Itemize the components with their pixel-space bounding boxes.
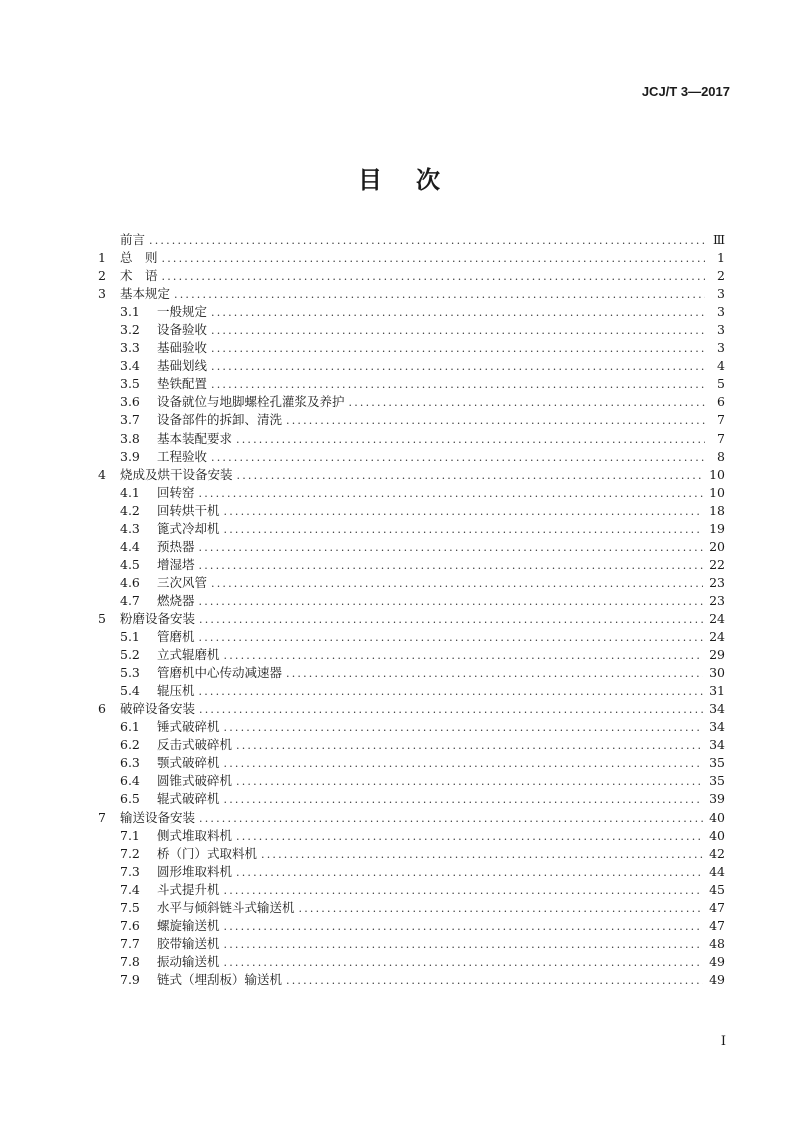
toc-entry-number: 5 xyxy=(98,610,106,626)
toc-entry-page: 7 xyxy=(717,430,725,446)
toc-entry-title: 振动输送机 xyxy=(157,953,220,969)
standard-code: JCJ/T 3—2017 xyxy=(641,84,730,99)
dot-leader xyxy=(211,376,705,394)
dot-leader xyxy=(224,647,704,665)
toc-entry-title: 输送设备安装 xyxy=(120,809,196,825)
toc-entry-number: 3.5 xyxy=(120,376,140,392)
toc-entry[interactable] xyxy=(98,502,725,520)
toc-entry[interactable] xyxy=(98,520,725,538)
toc-entry-page: 3 xyxy=(717,304,725,320)
dot-leader xyxy=(224,954,704,972)
toc-entry-page: 47 xyxy=(709,917,725,933)
toc-entry[interactable] xyxy=(98,863,725,881)
toc-entry-number: 7.9 xyxy=(120,971,140,987)
toc-entry-page: 22 xyxy=(709,556,725,572)
toc-entry-number: 5.2 xyxy=(120,647,140,663)
toc-entry-page: 19 xyxy=(709,520,725,536)
toc-entry-title: 胶带输送机 xyxy=(157,935,220,951)
toc-entry-page: 34 xyxy=(709,719,725,735)
toc-entry-number: 5.3 xyxy=(120,665,140,681)
dot-leader xyxy=(237,467,704,485)
dot-leader xyxy=(224,791,704,809)
toc-entry-number: 1 xyxy=(98,250,106,266)
toc-entry-title: 链式（埋刮板）输送机 xyxy=(157,971,283,987)
toc-entry-page: 24 xyxy=(709,610,725,626)
toc-entry-number: 6.2 xyxy=(120,737,140,753)
toc-entry[interactable] xyxy=(98,664,725,682)
toc-entry-page: 40 xyxy=(709,809,725,825)
dot-leader xyxy=(211,575,703,593)
toc-entry-page: 49 xyxy=(709,971,725,987)
toc-entry[interactable] xyxy=(98,827,725,845)
toc-entry[interactable] xyxy=(98,736,725,754)
toc-entry[interactable] xyxy=(98,953,725,971)
toc-entry-page: Ⅲ xyxy=(712,232,725,247)
toc-entry-title: 术 语 xyxy=(120,268,158,284)
table-of-contents xyxy=(98,231,725,989)
toc-entry-page: 23 xyxy=(709,574,725,590)
toc-entry-number: 4.4 xyxy=(120,538,140,554)
toc-entry-page: 8 xyxy=(717,448,725,464)
toc-entry[interactable] xyxy=(98,249,725,267)
toc-entry-page: 49 xyxy=(709,953,725,969)
toc-entry[interactable] xyxy=(98,790,725,808)
toc-entry-page: 39 xyxy=(709,791,725,807)
toc-entry[interactable] xyxy=(98,592,725,610)
toc-entry[interactable] xyxy=(98,375,725,393)
toc-entry-number: 7.8 xyxy=(120,953,140,969)
dot-leader xyxy=(224,503,704,521)
toc-entry-number: 7.6 xyxy=(120,917,140,933)
toc-entry[interactable] xyxy=(98,881,725,899)
toc-entry-page: 29 xyxy=(709,647,725,663)
toc-entry-number: 4.7 xyxy=(120,592,140,608)
toc-entry-title: 设备就位与地脚螺栓孔灌浆及养护 xyxy=(157,394,345,410)
page-number: I xyxy=(720,1034,726,1049)
toc-entry-number: 2 xyxy=(98,268,106,284)
toc-entry-number: 3.8 xyxy=(120,430,140,446)
toc-entry[interactable] xyxy=(98,267,725,285)
toc-entry[interactable] xyxy=(98,321,725,339)
toc-entry[interactable] xyxy=(98,538,725,556)
toc-entry-number: 7.4 xyxy=(120,881,140,897)
toc-entry[interactable] xyxy=(98,448,725,466)
toc-entry[interactable] xyxy=(98,935,725,953)
toc-entry[interactable] xyxy=(98,682,725,700)
toc-entry-page: 34 xyxy=(709,701,725,717)
toc-entry-title: 增湿塔 xyxy=(157,556,195,572)
toc-entry[interactable] xyxy=(98,430,725,448)
toc-entry-title: 辊式破碎机 xyxy=(157,791,220,807)
dot-leader xyxy=(299,900,704,918)
toc-entry-title: 燃烧器 xyxy=(157,592,195,608)
toc-entry-number: 6.1 xyxy=(120,719,140,735)
toc-entry-title: 垫铁配置 xyxy=(157,376,208,392)
dot-leader xyxy=(149,232,705,250)
dot-leader xyxy=(199,539,704,557)
toc-entry[interactable] xyxy=(98,610,725,628)
dot-leader xyxy=(162,250,705,268)
toc-entry[interactable] xyxy=(98,231,725,249)
toc-entry-number: 7 xyxy=(98,809,106,825)
toc-entry-page: 44 xyxy=(709,863,725,879)
toc-entry-number: 3.1 xyxy=(120,304,140,320)
toc-entry-page: 2 xyxy=(717,268,725,284)
toc-entry[interactable] xyxy=(98,700,725,718)
dot-leader xyxy=(236,431,705,449)
dot-leader xyxy=(236,737,703,755)
toc-entry-title: 反击式破碎机 xyxy=(157,737,233,753)
toc-entry-page: 10 xyxy=(709,466,725,482)
toc-entry[interactable] xyxy=(98,339,725,357)
toc-entry[interactable] xyxy=(98,809,725,827)
dot-leader xyxy=(199,485,704,503)
dot-leader xyxy=(236,864,703,882)
toc-entry[interactable] xyxy=(98,285,725,303)
dot-leader xyxy=(211,340,705,358)
toc-entry-title: 侧式堆取料机 xyxy=(157,827,233,843)
toc-entry-title: 设备验收 xyxy=(157,322,208,338)
toc-entry-page: 42 xyxy=(709,845,725,861)
toc-entry[interactable] xyxy=(98,754,725,772)
toc-entry-title: 前言 xyxy=(120,232,146,247)
toc-entry-page: 24 xyxy=(709,629,725,645)
dot-leader xyxy=(199,810,703,828)
toc-entry-number: 5.4 xyxy=(120,683,140,699)
dot-leader xyxy=(224,918,704,936)
toc-entry-number: 3.9 xyxy=(120,448,140,464)
dot-leader xyxy=(162,268,705,286)
dot-leader xyxy=(199,557,704,575)
dot-leader xyxy=(211,304,705,322)
toc-entry-page: 20 xyxy=(709,538,725,554)
toc-entry-title: 辊压机 xyxy=(157,683,195,699)
toc-entry-page: 18 xyxy=(709,502,725,518)
toc-entry-page: 3 xyxy=(717,286,725,302)
toc-entry[interactable] xyxy=(98,718,725,736)
dot-leader xyxy=(174,286,705,304)
toc-entry-page: 6 xyxy=(717,394,725,410)
toc-entry-number: 4.1 xyxy=(120,484,140,500)
toc-entry-number: 3.3 xyxy=(120,340,140,356)
toc-entry-title: 预热器 xyxy=(157,538,195,554)
toc-entry-title: 圆锥式破碎机 xyxy=(157,773,233,789)
toc-entry-page: 1 xyxy=(717,250,725,266)
toc-entry-number: 3.4 xyxy=(120,358,140,374)
toc-entry-title: 设备部件的拆卸、清洗 xyxy=(157,412,283,428)
dot-leader xyxy=(224,936,704,954)
toc-entry[interactable] xyxy=(98,971,725,989)
toc-entry-title: 螺旋输送机 xyxy=(157,917,220,933)
toc-entry-title: 立式辊磨机 xyxy=(157,647,220,663)
dot-leader xyxy=(224,521,704,539)
toc-entry[interactable] xyxy=(98,411,725,429)
dot-leader xyxy=(286,665,703,683)
toc-entry[interactable] xyxy=(98,303,725,321)
toc-entry[interactable] xyxy=(98,646,725,664)
dot-leader xyxy=(236,773,703,791)
toc-entry-number: 5.1 xyxy=(120,629,140,645)
toc-entry[interactable] xyxy=(98,484,725,502)
toc-entry-number: 4.6 xyxy=(120,574,140,590)
toc-entry-title: 工程验收 xyxy=(157,448,208,464)
toc-entry-page: 35 xyxy=(709,755,725,771)
toc-entry-page: 7 xyxy=(717,412,725,428)
dot-leader xyxy=(211,449,705,467)
toc-entry-title: 三次风管 xyxy=(157,574,208,590)
toc-entry-title: 粉磨设备安装 xyxy=(120,610,196,626)
dot-leader xyxy=(286,412,705,430)
toc-entry-title: 管磨机中心传动减速器 xyxy=(157,665,283,681)
dot-leader xyxy=(211,358,705,376)
toc-entry-page: 30 xyxy=(709,665,725,681)
toc-entry-number: 3.2 xyxy=(120,322,140,338)
toc-entry-title: 回转烘干机 xyxy=(157,502,220,518)
toc-entry-title: 斗式提升机 xyxy=(157,881,220,897)
toc-entry-page: 47 xyxy=(709,899,725,915)
dot-leader xyxy=(236,828,703,846)
dot-leader xyxy=(261,846,703,864)
toc-entry-title: 颚式破碎机 xyxy=(157,755,220,771)
dot-leader xyxy=(199,683,704,701)
toc-entry-page: 3 xyxy=(717,322,725,338)
toc-entry-title: 烧成及烘干设备安装 xyxy=(120,466,233,482)
toc-entry-page: 3 xyxy=(717,340,725,356)
dot-leader xyxy=(211,322,705,340)
toc-entry-number: 3.7 xyxy=(120,412,140,428)
toc-entry-page: 35 xyxy=(709,773,725,789)
toc-entry-title: 圆形堆取料机 xyxy=(157,863,233,879)
toc-entry-number: 6.5 xyxy=(120,791,140,807)
toc-entry-page: 4 xyxy=(717,358,725,374)
toc-entry-number: 4.2 xyxy=(120,502,140,518)
toc-entry[interactable] xyxy=(98,899,725,917)
toc-entry-number: 6 xyxy=(98,701,106,717)
toc-entry-title: 锤式破碎机 xyxy=(157,719,220,735)
dot-leader xyxy=(224,755,704,773)
toc-entry-number: 7.1 xyxy=(120,827,140,843)
toc-entry-page: 23 xyxy=(709,592,725,608)
dot-leader xyxy=(199,629,704,647)
toc-entry[interactable] xyxy=(98,466,725,484)
toc-entry-number: 7.3 xyxy=(120,863,140,879)
dot-leader xyxy=(199,611,703,629)
toc-entry[interactable] xyxy=(98,574,725,592)
toc-entry-number: 3.6 xyxy=(120,394,140,410)
toc-entry-page: 5 xyxy=(717,376,725,392)
toc-entry-title: 破碎设备安装 xyxy=(120,701,196,717)
dot-leader xyxy=(224,719,704,737)
toc-entry-title: 水平与倾斜链斗式输送机 xyxy=(157,899,295,915)
toc-entry-title: 一般规定 xyxy=(157,304,208,320)
toc-entry-title: 回转窑 xyxy=(157,484,195,500)
toc-entry-title: 篦式冷却机 xyxy=(157,520,220,536)
toc-entry[interactable] xyxy=(98,393,725,411)
toc-entry-number: 6.4 xyxy=(120,773,140,789)
toc-entry-title: 基本装配要求 xyxy=(157,430,233,446)
toc-entry-number: 4 xyxy=(98,466,106,482)
dot-leader xyxy=(199,593,704,611)
toc-entry[interactable] xyxy=(98,917,725,935)
toc-entry-number: 4.3 xyxy=(120,520,140,536)
page-title: 目次 xyxy=(358,165,474,194)
toc-entry-number: 7.5 xyxy=(120,899,140,915)
dot-leader xyxy=(224,882,704,900)
toc-entry[interactable] xyxy=(98,357,725,375)
toc-entry-number: 7.2 xyxy=(120,845,140,861)
toc-entry-page: 40 xyxy=(709,827,725,843)
toc-entry-page: 48 xyxy=(709,935,725,951)
dot-leader xyxy=(286,972,703,990)
toc-entry-page: 10 xyxy=(709,484,725,500)
toc-entry-page: 45 xyxy=(709,881,725,897)
toc-entry[interactable] xyxy=(98,772,725,790)
toc-entry-title: 总 则 xyxy=(120,250,158,266)
toc-entry-number: 4.5 xyxy=(120,556,140,572)
toc-entry-number: 6.3 xyxy=(120,755,140,771)
toc-entry[interactable] xyxy=(98,556,725,574)
toc-entry-title: 基本规定 xyxy=(120,286,171,302)
toc-entry-title: 基础验收 xyxy=(157,340,208,356)
toc-entry-page: 34 xyxy=(709,737,725,753)
toc-entry-number: 7.7 xyxy=(120,935,140,951)
toc-entry[interactable] xyxy=(98,628,725,646)
toc-entry-page: 31 xyxy=(709,683,725,699)
dot-leader xyxy=(349,394,705,412)
toc-entry-title: 桥（门）式取料机 xyxy=(157,845,258,861)
toc-entry-title: 管磨机 xyxy=(157,629,195,645)
toc-entry-title: 基础划线 xyxy=(157,358,208,374)
toc-entry-number: 3 xyxy=(98,286,106,302)
dot-leader xyxy=(199,701,703,719)
toc-entry[interactable] xyxy=(98,845,725,863)
